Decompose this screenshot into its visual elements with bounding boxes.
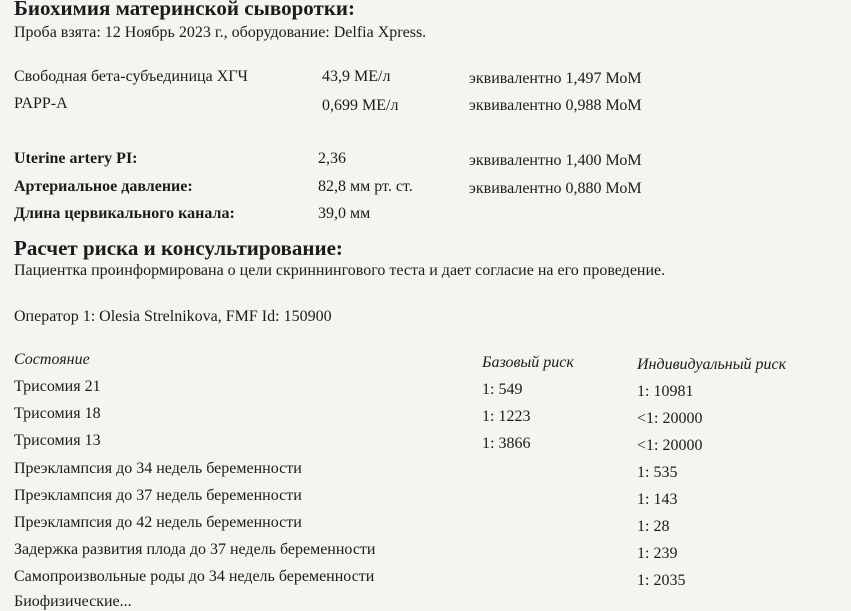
risk-condition: Самопроизвольные роды до 34 недель беременности xyxy=(14,568,375,585)
risk-individual: <1: 20000 xyxy=(637,410,703,427)
row-equiv-blood-pressure: эквивалентно 0,880 МоМ xyxy=(469,180,642,197)
risk-individual: 1: 143 xyxy=(637,491,678,508)
row-value-hcg: 43,9 МЕ/л xyxy=(322,68,391,85)
header-condition: Состояние xyxy=(14,351,90,368)
risk-condition: Преэклампсия до 37 недель беременности xyxy=(14,487,302,504)
row-value-uterine-pi: 2,36 xyxy=(318,150,346,167)
row-equiv-hcg: эквивалентно 1,497 МоМ xyxy=(469,70,642,87)
row-value-pappa: 0,699 МЕ/л xyxy=(322,97,399,114)
row-label-hcg: Свободная бета-субъединица ХГЧ xyxy=(14,68,248,85)
risk-condition: Преэклампсия до 42 недель беременности xyxy=(14,514,302,531)
risk-individual: 1: 239 xyxy=(637,545,678,562)
risk-individual: 1: 2035 xyxy=(637,572,686,589)
header-individual-risk: Индивидуальный риск xyxy=(637,356,787,373)
risk-condition: Задержка развития плода до 37 недель беременности xyxy=(14,541,376,558)
risk-base: 1: 3866 xyxy=(482,435,531,452)
biochemistry-title: Биохимия материнской сыворотки: xyxy=(14,0,356,20)
row-label-uterine-pi: Uterine artery PI: xyxy=(14,150,138,167)
risk-condition: Преэклампсия до 34 недель беременности xyxy=(14,460,302,477)
header-base-risk: Базовый риск xyxy=(482,354,574,371)
operator-info: Оператор 1: Olesia Strelnikova, FMF Id: 150900 xyxy=(14,308,332,325)
row-equiv-uterine-pi: эквивалентно 1,400 МоМ xyxy=(469,152,642,169)
risk-individual: 1: 10981 xyxy=(637,383,694,400)
risk-individual: <1: 20000 xyxy=(637,437,703,454)
row-equiv-pappa: эквивалентно 0,988 МоМ xyxy=(469,97,642,114)
risk-condition: Трисомия 18 xyxy=(14,405,101,422)
row-value-cervical-length: 39,0 мм xyxy=(318,205,371,222)
risk-individual: 1: 28 xyxy=(637,518,670,535)
cut-off-area xyxy=(0,586,851,610)
row-label-pappa: PAPP-A xyxy=(14,95,68,112)
row-label-blood-pressure: Артериальное давление: xyxy=(14,178,193,195)
risk-section-title: Расчет риска и консультирование: xyxy=(14,236,343,260)
row-label-cervical-length: Длина цервикального канала: xyxy=(14,205,235,222)
sample-info: Проба взята: 12 Ноябрь 2023 г., оборудование: Delfia Xpress. xyxy=(14,24,427,41)
risk-base: 1: 1223 xyxy=(482,408,531,425)
risk-base: 1: 549 xyxy=(482,381,523,398)
risk-condition: Трисомия 13 xyxy=(14,432,101,449)
row-value-blood-pressure: 82,8 мм рт. ст. xyxy=(318,178,413,195)
consent-text: Пациентка проинформирована о цели скриннингового теста и дает согласие на его проведение. xyxy=(14,262,666,279)
cut-off-text: Биофизические... xyxy=(14,593,132,610)
risk-condition: Трисомия 21 xyxy=(14,378,101,395)
risk-individual: 1: 535 xyxy=(637,464,678,481)
